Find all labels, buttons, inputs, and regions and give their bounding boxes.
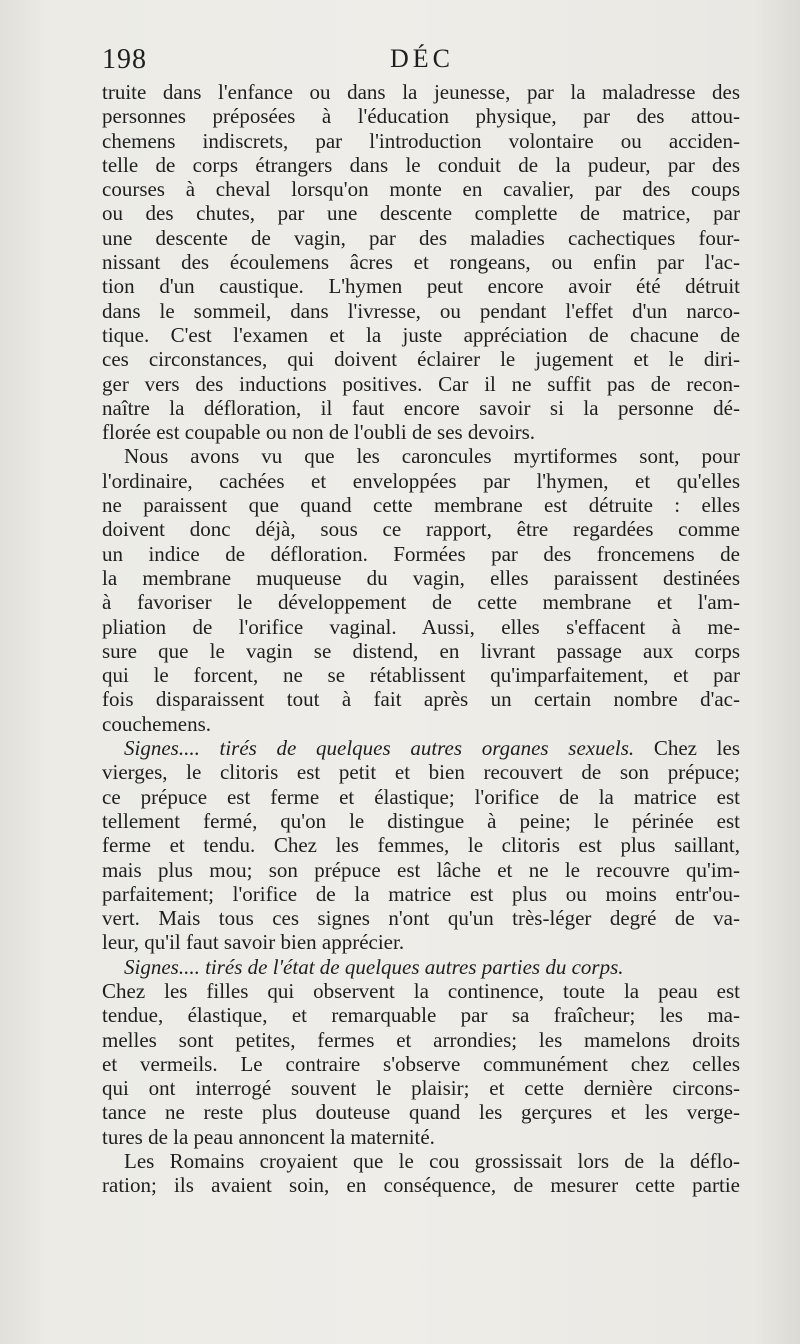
text-line: vierges, le clitoris est petit et bien recouvert de son prépuce;: [102, 760, 740, 785]
text-line: ce prépuce est ferme et élastique; l'orifice de la matrice est: [102, 784, 740, 809]
body-text: [102, 80, 740, 1198]
italic-heading: Signes.... tirés de l'état de quelques autres parties du corps.: [124, 954, 624, 979]
text-line: truite dans l'enfance ou dans la jeunesse, par la maladresse des: [102, 80, 740, 104]
text-line: vert. Mais tous ces signes n'ont qu'un très-léger degré de va-: [102, 906, 740, 931]
text-line: parfaitement; l'orifice de la matrice est plus ou moins entr'ou-: [102, 881, 740, 906]
text-line: melles sont petites, fermes et arrondies; les mamelons droits: [102, 1027, 740, 1052]
text-line: mais plus mou; son prépuce est lâche et ne le recouvre qu'im-: [102, 857, 740, 882]
text-line: fois disparaissent tout à fait après un certain nombre d'ac-: [102, 687, 740, 712]
text-line: sure que le vagin se distend, en livrant passage aux corps: [102, 638, 740, 663]
text-line: telle de corps étrangers dans le conduit de la pudeur, par des: [102, 152, 740, 177]
text-line: dans le sommeil, dans l'ivresse, ou pendant l'effet d'un narco-: [102, 298, 740, 323]
page-number: 198: [102, 44, 147, 75]
text-line: [102, 955, 740, 979]
text-line: à favoriser le développement de cette membrane et l'am-: [102, 590, 740, 615]
text-line: qui ont interrogé souvent le plaisir; et cette dernière circons-: [102, 1076, 740, 1101]
text-line: ou des chutes, par une descente complette de matrice, par: [102, 201, 740, 226]
page-header: [102, 44, 742, 84]
text-line: naître la défloration, il faut encore savoir si la personne dé-: [102, 395, 740, 420]
text-line: tellement fermé, qu'on le distingue à peine; le périnée est: [102, 808, 740, 833]
text-line: tendue, élastique, et remarquable par sa fraîcheur; les ma-: [102, 1003, 740, 1028]
text-line: et vermeils. Le contraire s'observe communément chez celles: [102, 1051, 740, 1076]
text-line: Nous avons vu que les caroncules myrtiformes sont, pour: [124, 444, 740, 469]
text-line: ne paraissent que quand cette membrane est détruite : elles: [102, 493, 740, 518]
text-line: pliation de l'orifice vaginal. Aussi, elles s'effacent à me-: [102, 614, 740, 639]
text-line: qui le forcent, ne se rétablissent qu'imparfaitement, et par: [102, 663, 740, 688]
text-line: couchemens.: [102, 711, 212, 736]
text-line: tures de la peau annoncent la maternité.: [102, 1124, 435, 1149]
text-line: ces circonstances, qui doivent éclairer le jugement et le diri-: [102, 347, 740, 372]
text-line: l'ordinaire, cachées et enveloppées par l'hymen, et qu'elles: [102, 468, 740, 493]
text-line: ferme et tendu. Chez les femmes, le clitoris est plus saillant,: [102, 833, 740, 858]
text-line: personnes préposées à l'éducation physique, par des attou-: [102, 104, 740, 129]
text-line: courses à cheval lorsqu'on monte en cavalier, par des coups: [102, 177, 740, 202]
text-line: Signes.... tirés de quelques autres organes sexuels. Chez les: [124, 736, 740, 761]
italic-heading: Signes.... tirés de quelques autres organes sexuels.: [124, 736, 635, 761]
text-line: tion d'un caustique. L'hymen peut encore avoir été détruit: [102, 274, 740, 299]
text-line: tance ne reste plus douteuse quand les gerçures et les verge-: [102, 1100, 740, 1125]
text-line: Les Romains croyaient que le cou grossissait lors de la déflo-: [124, 1149, 740, 1174]
text-line: tique. C'est l'examen et la juste appréciation de chacune de: [102, 322, 740, 347]
running-head: DÉC: [390, 44, 454, 73]
text-line: leur, qu'il faut savoir bien apprécier.: [102, 930, 405, 955]
text-line: Chez les filles qui observent la continence, toute la peau est: [102, 978, 740, 1003]
text-line: chemens indiscrets, par l'introduction volontaire ou acciden-: [102, 128, 740, 153]
text-line: un indice de défloration. Formées par des froncemens de: [102, 541, 740, 566]
text-line: doivent donc déjà, sous ce rapport, être regardées comme: [102, 517, 740, 542]
text-line: ration; ils avaient soin, en conséquence, de mesurer cette partie: [102, 1173, 740, 1198]
text-line: une descente de vagin, par des maladies cachectiques four-: [102, 225, 740, 250]
text-line: florée est coupable ou non de l'oubli de ses devoirs.: [102, 420, 536, 445]
text-line: ger vers des inductions positives. Car il ne suffit pas de recon-: [102, 371, 740, 396]
text-line: nissant des écoulemens âcres et rongeans, ou enfin par l'ac-: [102, 250, 740, 275]
text-line: la membrane muqueuse du vagin, elles paraissent destinées: [102, 565, 740, 590]
